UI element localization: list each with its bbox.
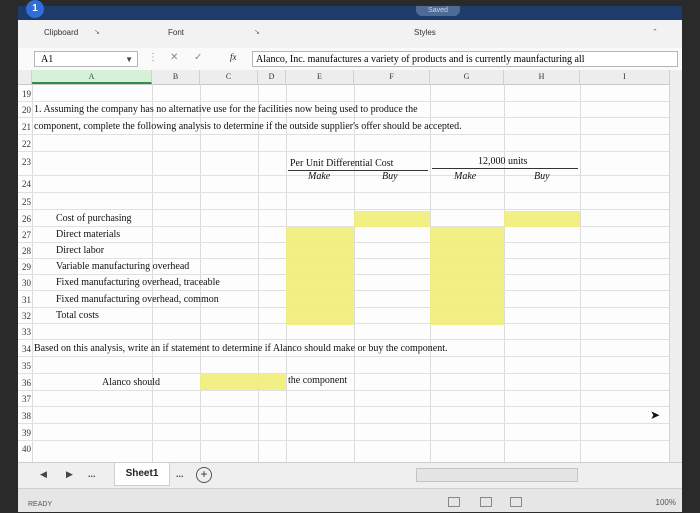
column-header-f[interactable]: F [354,70,430,84]
column-header-c[interactable]: C [200,70,258,84]
grid-line [18,175,682,176]
status-ready: READY [28,501,53,508]
cell-a30[interactable]: Fixed manufacturing overhead, traceable [56,277,220,288]
row-header[interactable]: 21 [22,122,31,132]
row-header[interactable]: 38 [22,411,31,421]
column-header-g[interactable]: G [430,70,504,84]
input-cell-decision[interactable] [200,374,286,390]
confirm-icon[interactable]: ✓ [194,52,203,63]
zoom-level[interactable]: 100% [655,498,676,507]
cell-a26[interactable]: Cost of purchasing [56,213,132,224]
insert-function-icon[interactable]: fx [230,52,237,62]
column-header-a[interactable]: A [32,70,152,84]
cell-a20[interactable]: 1. Assuming the company has no alternative use for the facilities now being used to produce the [34,104,418,115]
name-box-value: A1 [41,54,54,65]
row-header[interactable]: 25 [22,197,31,207]
grid-line [18,134,682,135]
name-box[interactable] [34,51,138,67]
mouse-pointer-icon: ➤ [650,408,661,422]
input-cell-buy-per-unit[interactable] [354,211,430,227]
grid-line [18,192,682,193]
formula-bar [18,48,682,71]
row-header[interactable]: 32 [22,311,31,321]
spreadsheet-grid[interactable] [18,70,682,462]
row-header[interactable]: 22 [22,139,31,149]
sheet-tab-bar [18,462,682,489]
cell-a31[interactable]: Fixed manufacturing overhead, common [56,294,219,305]
header-underline [432,168,578,169]
chevron-down-icon[interactable]: ▼ [125,55,133,64]
column-header-b[interactable]: B [152,70,200,84]
cell-make-1[interactable]: Make [308,171,331,182]
clipboard-launcher-icon[interactable]: ↘ [94,29,100,36]
grid-line [18,339,682,340]
ribbon-group-styles[interactable]: Styles [414,28,436,37]
tab-sheet1[interactable]: Sheet1 [114,463,170,486]
input-range-make-per-unit[interactable] [286,227,354,325]
select-all-corner[interactable] [18,70,32,84]
column-headers [18,70,682,85]
title-bar [18,3,682,20]
column-header-e[interactable]: E [286,70,354,84]
row-header[interactable]: 28 [22,246,31,256]
grid-line [18,373,682,374]
grid-line [18,423,682,424]
grid-line [18,356,682,357]
grid-line [18,101,682,102]
tab-more-right[interactable]: ... [176,469,184,479]
row-header[interactable]: 37 [22,394,31,404]
grid-line [18,151,682,152]
row-header[interactable]: 31 [22,295,31,305]
input-cell-buy-total[interactable] [504,211,580,227]
cell-buy-2[interactable]: Buy [534,171,550,182]
row-header[interactable]: 39 [22,428,31,438]
ribbon-group-font[interactable]: Font [168,28,185,37]
row-header[interactable]: 34 [22,344,31,354]
formula-input[interactable]: Alanco, Inc. manufactures a variety of products and is currently maunfacturing all [252,51,678,67]
cell-make-2[interactable]: Make [454,171,477,182]
row-header[interactable]: 40 [22,444,31,454]
ribbon [18,20,682,49]
notification-badge[interactable]: 1 [26,0,44,18]
tab-more-left[interactable]: ... [88,469,96,479]
grid-line [18,209,682,210]
grid-line [18,440,682,441]
column-header-i[interactable]: I [580,70,670,84]
row-header[interactable]: 35 [22,361,31,371]
cell-a34[interactable]: Based on this analysis, write an if statement to determine if Alanco should make or buy the component. [34,343,448,354]
row-header[interactable]: 33 [22,327,31,337]
row-header[interactable]: 36 [22,378,31,388]
cell-units-header[interactable]: 12,000 units [478,156,528,167]
add-sheet-icon[interactable]: + [196,467,212,483]
tab-scroll-left-icon[interactable]: ◀ [40,469,47,479]
cell-e36[interactable]: the component [288,375,348,386]
cell-per-unit-header[interactable]: Per Unit Differential Cost [290,158,394,169]
cell-a29[interactable]: Variable manufacturing overhead [56,261,190,272]
grid-line [18,390,682,391]
normal-view-icon[interactable] [448,497,460,507]
column-header-h[interactable]: H [504,70,580,84]
grid-line [18,117,682,118]
ribbon-group-clipboard[interactable]: Clipboard [44,28,79,37]
cell-buy-1[interactable]: Buy [382,171,398,182]
row-header[interactable]: 20 [22,105,31,115]
cell-a27[interactable]: Direct materials [56,229,121,240]
cell-a21[interactable]: component, complete the following analysis to determine if the outside supplier's offer should be accepted. [34,121,462,132]
cancel-icon[interactable]: ✕ [170,52,179,63]
saved-indicator: Saved [416,6,460,16]
collapse-ribbon-icon[interactable]: ⌃ [652,29,658,36]
column-header-d[interactable]: D [258,70,286,84]
row-header[interactable]: 30 [22,278,31,288]
page-break-icon[interactable] [510,497,522,507]
cell-a32[interactable]: Total costs [56,310,99,321]
row-header[interactable]: 24 [22,179,31,189]
cell-a28[interactable]: Direct labor [56,245,105,256]
font-launcher-icon[interactable]: ↘ [254,29,260,36]
row-header[interactable]: 23 [22,157,31,167]
row-header[interactable]: 26 [22,214,31,224]
more-icon[interactable]: ⋮ [148,52,158,63]
status-bar [18,488,682,512]
page-layout-icon[interactable] [480,497,492,507]
input-range-make-total[interactable] [430,227,504,325]
horizontal-scrollbar[interactable] [416,468,578,482]
cell-b36[interactable]: Alanco should [102,377,161,388]
grid-line [18,406,682,407]
vertical-scrollbar[interactable] [669,84,682,462]
tab-scroll-right-icon[interactable]: ▶ [66,469,73,479]
row-header[interactable]: 29 [22,262,31,272]
row-header[interactable]: 27 [22,230,31,240]
excel-window [18,3,682,511]
row-header[interactable]: 19 [22,89,31,99]
